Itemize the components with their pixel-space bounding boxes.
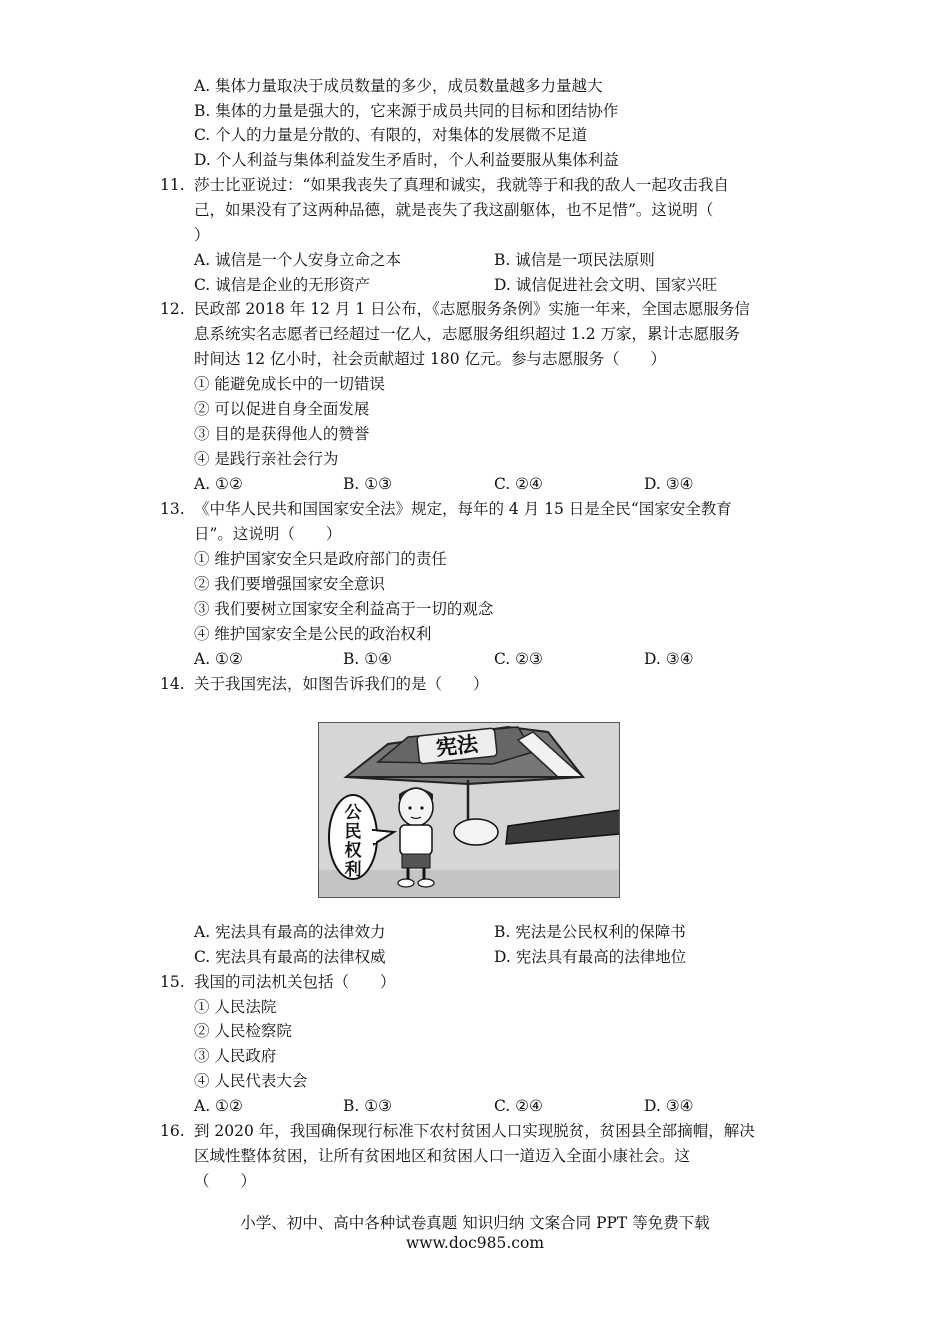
q12-number: 12. [160, 300, 185, 318]
bubble-char-4: 利 [344, 860, 362, 880]
q12-item-4: ④ 是践行亲社会行为 [194, 450, 339, 468]
q11-stem-line3: ） [194, 226, 210, 244]
q12-stem-line3: 时间达 12 亿小时，社会贡献超过 180 亿元。参与志愿服务（ ） [194, 350, 667, 368]
bubble-char-1: 公 [344, 803, 362, 823]
q14-option-a: A. 宪法具有最高的法律效力 [194, 923, 386, 941]
q12-option-d: D. ③④ [644, 475, 694, 493]
q15-option-b: B. ①③ [343, 1097, 393, 1115]
q14-option-d: D. 宪法具有最高的法律地位 [494, 948, 687, 966]
q11-option-a: A. 诚信是一个人安身立命之本 [194, 251, 402, 269]
q13-item-2: ② 我们要增强国家安全意识 [194, 575, 385, 593]
q13-stem-line1: 《中华人民共和国国家安全法》规定，每年的 4 月 15 日是全民“国家安全教育 [194, 500, 732, 518]
q13-stem-line2: 日”。这说明（ ） [194, 525, 342, 543]
q16-stem-line3: （ ） [194, 1172, 257, 1190]
q12-option-a: A. ①② [194, 475, 243, 493]
q10-option-a: A. 集体力量取决于成员数量的多少，成员数量越多力量越大 [194, 77, 603, 95]
q10-option-b: B. 集体的力量是强大的，它来源于成员共同的目标和团结协作 [194, 102, 619, 120]
constitution-cartoon [318, 722, 620, 898]
q10-option-d: D. 个人利益与集体利益发生矛盾时，个人利益要服从集体利益 [194, 151, 619, 169]
q12-option-c: C. ②④ [494, 475, 543, 493]
q12-stem-line1: 民政部 2018 年 12 月 1 日公布，《志愿服务条例》实施一年来，全国志愿服务信 [194, 300, 750, 318]
q13-number: 13. [160, 500, 185, 518]
q13-option-c: C. ②③ [494, 650, 543, 668]
q11-option-b: B. 诚信是一项民法原则 [494, 251, 655, 269]
q15-item-3: ③ 人民政府 [194, 1047, 277, 1065]
bubble-char-2: 民 [344, 822, 362, 842]
q14-number: 14. [160, 675, 185, 693]
q15-item-2: ② 人民检察院 [194, 1022, 292, 1040]
q12-stem-line2: 息系统实名志愿者已经超过一亿人，志愿服务组织超过 1.2 万家，累计志愿服务 [194, 325, 741, 343]
cartoon-illustration [318, 722, 620, 898]
q14-stem: 关于我国宪法，如图告诉我们的是（ ） [194, 675, 489, 693]
q15-stem: 我国的司法机关包括（ ） [194, 973, 396, 991]
q13-option-a: A. ①② [194, 650, 243, 668]
q15-option-a: A. ①② [194, 1097, 243, 1115]
q13-option-b: B. ①④ [343, 650, 393, 668]
q13-item-4: ④ 维护国家安全是公民的政治权利 [194, 625, 432, 643]
q11-option-c: C. 诚信是企业的无形资产 [194, 276, 371, 294]
child-shirt [400, 825, 432, 855]
q15-option-d: D. ③④ [644, 1097, 694, 1115]
q14-option-b: B. 宪法是公民权利的保障书 [494, 923, 686, 941]
q10-option-c: C. 个人的力量是分散的、有限的，对集体的发展微不足道 [194, 126, 588, 144]
q15-item-4: ④ 人民代表大会 [194, 1072, 308, 1090]
q11-option-d: D. 诚信促进社会文明、国家兴旺 [494, 276, 718, 294]
q15-item-1: ① 人民法院 [194, 998, 277, 1016]
umbrella-title: 宪法 [434, 730, 480, 761]
q16-stem-line2: 区域性整体贫困，让所有贫困地区和贫困人口一道迈入全面小康社会。这 [194, 1147, 691, 1165]
q15-option-c: C. ②④ [494, 1097, 543, 1115]
q11-stem-line1: 莎士比亚说过：“如果我丧失了真理和诚实，我就等于和我的敌人一起攻击我自 [194, 176, 729, 194]
q13-item-3: ③ 我们要树立国家安全利益高于一切的观念 [194, 600, 494, 618]
q13-option-d: D. ③④ [644, 650, 694, 668]
q15-number: 15. [160, 973, 185, 991]
bubble-char-3: 权 [344, 841, 362, 861]
holding-hand [454, 819, 498, 845]
q11-stem-line2: 己，如果没有了这两种品德，就是丧失了我这副躯体，也不足惜”。这说明（ [194, 201, 714, 219]
q16-stem-line1: 到 2020 年，我国确保现行标准下农村贫困人口实现脱贫，贫困县全部摘帽，解决 [194, 1122, 755, 1140]
q12-item-2: ② 可以促进自身全面发展 [194, 400, 370, 418]
q16-number: 16. [160, 1122, 185, 1140]
child-shorts [402, 854, 430, 868]
q12-item-1: ① 能避免成长中的一切错误 [194, 375, 385, 393]
footer-promo: 小学、初中、高中各种试卷真题 知识归纳 文案合同 PPT 等免费下载 [240, 1214, 710, 1232]
q13-item-1: ① 维护国家安全只是政府部门的责任 [194, 550, 447, 568]
q14-option-c: C. 宪法具有最高的法律权威 [194, 948, 386, 966]
q12-option-b: B. ①③ [343, 475, 393, 493]
q12-item-3: ③ 目的是获得他人的赞誉 [194, 425, 370, 443]
q11-number: 11. [160, 176, 185, 194]
footer-url[interactable]: www.doc985.com [405, 1234, 545, 1252]
